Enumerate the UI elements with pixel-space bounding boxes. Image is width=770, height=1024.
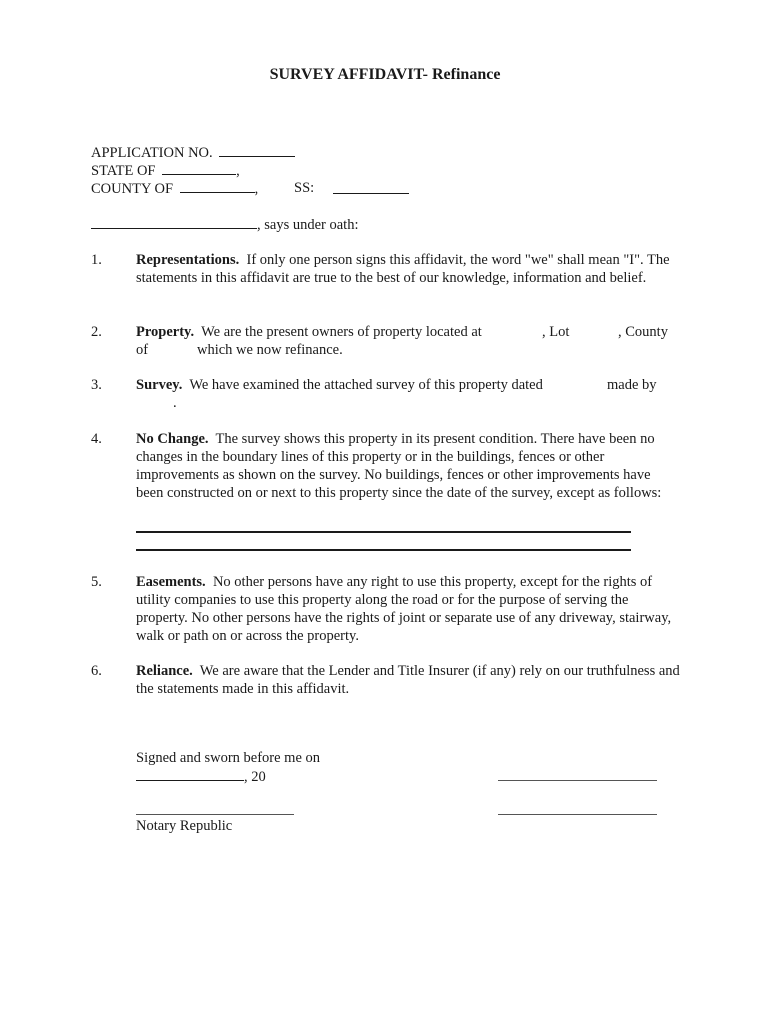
item-no-change	[136, 430, 681, 502]
item-text: We have examined the attached survey of this property dated	[189, 377, 543, 393]
state-of-label: STATE OF	[91, 163, 156, 179]
item-text: We are aware that the Lender and Title Insurer (if any) rely on our truthfulness and the statements made in this affidavit.	[136, 663, 680, 697]
item-heading: Survey.	[136, 377, 183, 393]
made-by-label: made by	[607, 377, 657, 393]
application-no-row	[91, 143, 295, 162]
item-reliance	[136, 662, 684, 698]
refinance-text: which we now refinance.	[197, 342, 343, 358]
exception-line-1[interactable]	[136, 531, 631, 533]
year-text: , 20	[244, 769, 266, 785]
item-heading: Property.	[136, 324, 195, 340]
sworn-date-field[interactable]	[136, 767, 244, 781]
exception-line-2[interactable]	[136, 549, 631, 551]
affiant-name-field[interactable]	[91, 215, 257, 229]
item-number: 4.	[91, 431, 102, 447]
item-text: If only one person signs this affidavit, the word "we" shall mean "I". The statements in this affidavit are true to the best of our knowledge, information and belief.	[136, 252, 670, 286]
period: .	[173, 395, 177, 411]
state-of-field[interactable]	[162, 161, 236, 175]
ss-field[interactable]	[333, 180, 409, 194]
item-number: 5.	[91, 574, 102, 590]
oath-row	[91, 215, 358, 234]
item-heading: No Change.	[136, 431, 209, 447]
of-label: of	[136, 342, 149, 358]
application-no-field[interactable]	[219, 143, 295, 157]
state-of-row	[91, 161, 240, 180]
county-of-row	[91, 179, 258, 198]
county-of-field[interactable]	[180, 179, 255, 193]
item-property-line1	[136, 323, 482, 341]
ss-label: SS:	[294, 180, 315, 196]
item-easements	[136, 573, 681, 645]
item-text: No other persons have any right to use this property, except for the rights of utility companies to use this property along the road or for the purpose of serving the property. No other persons have the rights of joint or separate use of any driveway, stairway, walk or path on or across the property.	[136, 574, 672, 644]
item-number: 2.	[91, 324, 102, 340]
oath-text: , says under oath:	[257, 217, 359, 233]
signature-line-1[interactable]	[498, 780, 657, 781]
application-no-label: APPLICATION NO.	[91, 145, 213, 161]
county-of-label: COUNTY OF	[91, 181, 174, 197]
date-row	[136, 767, 266, 786]
item-heading: Representations.	[136, 252, 240, 268]
item-number: 6.	[91, 663, 102, 679]
notary-signature-line[interactable]	[136, 814, 294, 815]
notary-label: Notary Republic	[136, 818, 233, 834]
county-comma: ,	[254, 181, 259, 197]
item-number: 1.	[91, 252, 102, 268]
signature-line-2[interactable]	[498, 814, 657, 815]
state-comma: ,	[236, 163, 240, 179]
sworn-text: Signed and sworn before me on	[136, 750, 321, 766]
item-text: We are the present owners of property located at	[201, 324, 482, 340]
lot-label: , Lot	[542, 324, 570, 340]
item-text: The survey shows this property in its present condition. There have been no changes in the boundary lines of this property or in the buildings, fences or other improvements as shown on the survey. No buildings, fences or other improvements have been constructed on or next to this property since the date of the survey, except as follows:	[136, 431, 662, 501]
page-title: SURVEY AFFIDAVIT- Refinance	[269, 66, 501, 83]
item-number: 3.	[91, 377, 102, 393]
item-survey-line1	[136, 376, 543, 394]
item-heading: Easements.	[136, 574, 206, 590]
item-representations	[136, 251, 684, 287]
county-label: , County	[618, 324, 668, 340]
item-heading: Reliance.	[136, 663, 193, 679]
